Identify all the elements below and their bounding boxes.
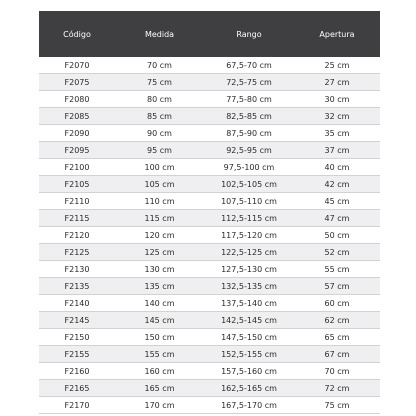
cell-rango: 97,5-100 cm xyxy=(204,159,294,176)
cell-apertura: 35 cm xyxy=(294,125,380,142)
cell-rango: 112,5-115 cm xyxy=(204,210,294,227)
cell-rango: 92,5-95 cm xyxy=(204,142,294,159)
cell-codigo: F2145 xyxy=(39,312,115,329)
table-header xyxy=(39,11,380,57)
table-row xyxy=(39,244,380,261)
cell-rango: 152,5-155 cm xyxy=(204,346,294,363)
cell-codigo: F2115 xyxy=(39,210,115,227)
cell-medida: 85 cm xyxy=(115,108,204,125)
cell-rango: 167,5-170 cm xyxy=(204,397,294,414)
cell-medida: 150 cm xyxy=(115,329,204,346)
cell-medida: 130 cm xyxy=(115,261,204,278)
header-codigo: Código xyxy=(39,11,115,57)
cell-codigo: F2135 xyxy=(39,278,115,295)
cell-apertura: 37 cm xyxy=(294,142,380,159)
cell-medida: 115 cm xyxy=(115,210,204,227)
table-row xyxy=(39,227,380,244)
cell-codigo: F2130 xyxy=(39,261,115,278)
cell-rango: 117,5-120 cm xyxy=(204,227,294,244)
cell-apertura: 42 cm xyxy=(294,176,380,193)
cell-codigo: F2110 xyxy=(39,193,115,210)
cell-rango: 107,5-110 cm xyxy=(204,193,294,210)
cell-codigo: F2100 xyxy=(39,159,115,176)
cell-rango: 132,5-135 cm xyxy=(204,278,294,295)
cell-codigo: F2140 xyxy=(39,295,115,312)
cell-apertura: 47 cm xyxy=(294,210,380,227)
header-row xyxy=(39,11,380,57)
cell-codigo: F2150 xyxy=(39,329,115,346)
cell-apertura: 27 cm xyxy=(294,74,380,91)
table-row xyxy=(39,159,380,176)
cell-medida: 80 cm xyxy=(115,91,204,108)
cell-medida: 110 cm xyxy=(115,193,204,210)
cell-rango: 162,5-165 cm xyxy=(204,380,294,397)
cell-apertura: 32 cm xyxy=(294,108,380,125)
cell-apertura: 55 cm xyxy=(294,261,380,278)
size-table xyxy=(39,11,380,414)
cell-medida: 165 cm xyxy=(115,380,204,397)
cell-apertura: 40 cm xyxy=(294,159,380,176)
cell-codigo: F2165 xyxy=(39,380,115,397)
cell-rango: 122,5-125 cm xyxy=(204,244,294,261)
table-row xyxy=(39,397,380,414)
table-row xyxy=(39,210,380,227)
cell-rango: 77,5-80 cm xyxy=(204,91,294,108)
cell-codigo: F2170 xyxy=(39,397,115,414)
table-row xyxy=(39,108,380,125)
cell-medida: 125 cm xyxy=(115,244,204,261)
cell-apertura: 25 cm xyxy=(294,57,380,74)
cell-rango: 137,5-140 cm xyxy=(204,295,294,312)
cell-rango: 67,5-70 cm xyxy=(204,57,294,74)
cell-codigo: F2075 xyxy=(39,74,115,91)
cell-apertura: 57 cm xyxy=(294,278,380,295)
table-row xyxy=(39,346,380,363)
cell-apertura: 70 cm xyxy=(294,363,380,380)
cell-rango: 147,5-150 cm xyxy=(204,329,294,346)
cell-medida: 90 cm xyxy=(115,125,204,142)
cell-medida: 95 cm xyxy=(115,142,204,159)
table-row xyxy=(39,363,380,380)
cell-codigo: F2085 xyxy=(39,108,115,125)
cell-medida: 120 cm xyxy=(115,227,204,244)
table-row xyxy=(39,193,380,210)
cell-codigo: F2120 xyxy=(39,227,115,244)
cell-codigo: F2155 xyxy=(39,346,115,363)
cell-medida: 105 cm xyxy=(115,176,204,193)
cell-apertura: 30 cm xyxy=(294,91,380,108)
cell-apertura: 65 cm xyxy=(294,329,380,346)
cell-rango: 102,5-105 cm xyxy=(204,176,294,193)
cell-apertura: 67 cm xyxy=(294,346,380,363)
table-row xyxy=(39,278,380,295)
cell-codigo: F2090 xyxy=(39,125,115,142)
cell-medida: 140 cm xyxy=(115,295,204,312)
header-rango: Rango xyxy=(204,11,294,57)
cell-codigo: F2080 xyxy=(39,91,115,108)
cell-rango: 87,5-90 cm xyxy=(204,125,294,142)
table-row xyxy=(39,142,380,159)
table-row xyxy=(39,57,380,74)
cell-medida: 170 cm xyxy=(115,397,204,414)
table-row xyxy=(39,380,380,397)
cell-medida: 160 cm xyxy=(115,363,204,380)
table-row xyxy=(39,295,380,312)
cell-codigo: F2095 xyxy=(39,142,115,159)
header-medida: Medida xyxy=(115,11,204,57)
table-row xyxy=(39,176,380,193)
cell-rango: 127,5-130 cm xyxy=(204,261,294,278)
cell-apertura: 72 cm xyxy=(294,380,380,397)
cell-codigo: F2160 xyxy=(39,363,115,380)
table-row xyxy=(39,312,380,329)
cell-codigo: F2125 xyxy=(39,244,115,261)
cell-apertura: 60 cm xyxy=(294,295,380,312)
table-row xyxy=(39,91,380,108)
table-row xyxy=(39,74,380,91)
table-row xyxy=(39,261,380,278)
cell-apertura: 50 cm xyxy=(294,227,380,244)
cell-apertura: 75 cm xyxy=(294,397,380,414)
size-table-container xyxy=(39,11,380,414)
cell-codigo: F2105 xyxy=(39,176,115,193)
cell-rango: 82,5-85 cm xyxy=(204,108,294,125)
table-body xyxy=(39,57,380,414)
cell-apertura: 45 cm xyxy=(294,193,380,210)
cell-rango: 142,5-145 cm xyxy=(204,312,294,329)
cell-apertura: 52 cm xyxy=(294,244,380,261)
cell-medida: 145 cm xyxy=(115,312,204,329)
table-row xyxy=(39,329,380,346)
cell-medida: 135 cm xyxy=(115,278,204,295)
cell-apertura: 62 cm xyxy=(294,312,380,329)
cell-medida: 100 cm xyxy=(115,159,204,176)
header-apertura: Apertura xyxy=(294,11,380,57)
cell-medida: 70 cm xyxy=(115,57,204,74)
cell-rango: 72,5-75 cm xyxy=(204,74,294,91)
cell-codigo: F2070 xyxy=(39,57,115,74)
table-row xyxy=(39,125,380,142)
cell-medida: 75 cm xyxy=(115,74,204,91)
cell-rango: 157,5-160 cm xyxy=(204,363,294,380)
cell-medida: 155 cm xyxy=(115,346,204,363)
